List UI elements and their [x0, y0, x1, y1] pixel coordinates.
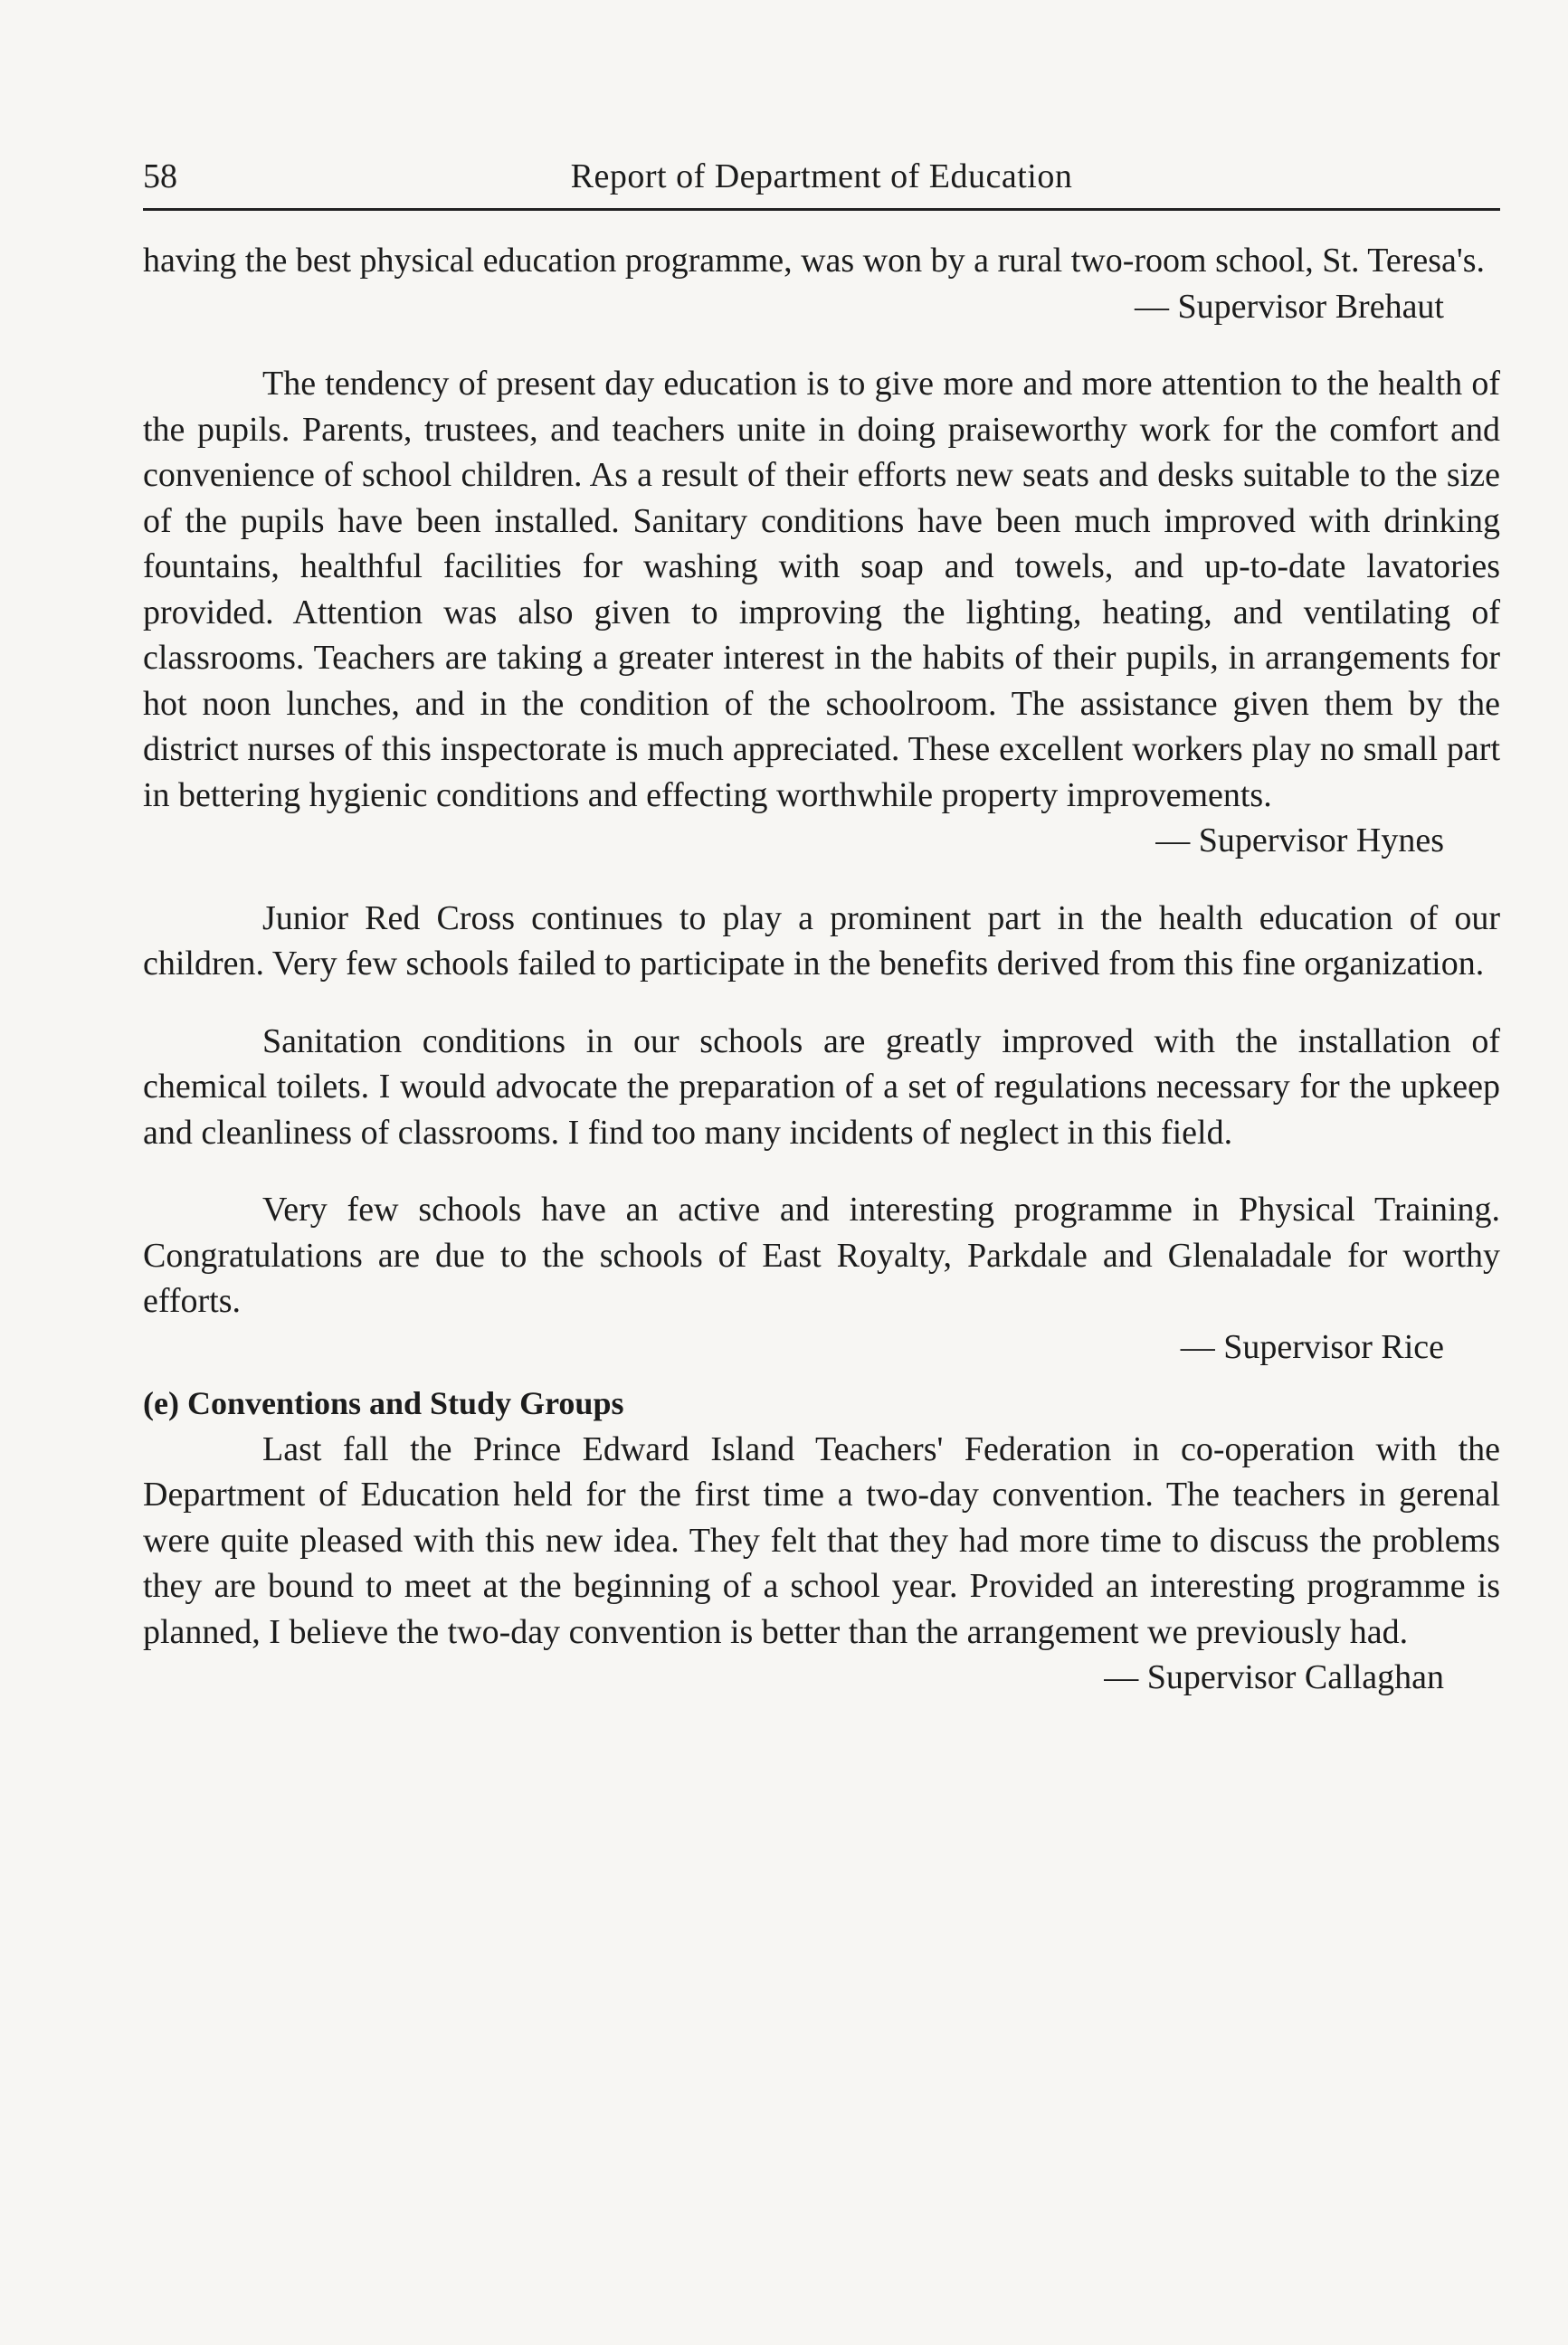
signature-callaghan: — Supervisor Callaghan — [1104, 1658, 1444, 1696]
paragraph-brehaut: having the best physical education programme, was won by a rural two-room school, St. Teresa's. — [143, 242, 1486, 280]
signature-hynes: — Supervisor Hynes — [1155, 821, 1444, 859]
paragraph-physical-training: Very few schools have an active and interesting programme in Physical Training. Congratulations are due to the schools of East Royalty, Parkdale and Glenaladale for worthy efforts. — [143, 1191, 1500, 1320]
signature-brehaut: — Supervisor Brehaut — [1135, 287, 1444, 326]
page-content — [143, 154, 1500, 1701]
paragraph-sanitation: Sanitation conditions in our schools are greatly improved with the installation of chemical toilets. I would advocate the preparation of a set of regulations necessary for the upkeep and cleanliness of classrooms. I find too many incidents of neglect in this field. — [143, 1021, 1500, 1152]
paragraph-red-cross: Junior Red Cross continues to play a prominent part in the health education of our children. Very few schools failed to participate in the benefits derived from this fine organization. — [143, 898, 1500, 983]
running-title: Report of Department of Education — [570, 157, 1073, 195]
paragraph-hynes: The tendency of present day education is to give more and more attention to the health of the pupils. Parents, trustees, and teachers unite in doing praiseworthy work for the comfort and convenience of school children. As a result of their efforts new seats and desks suitable to the size of the pupils have been installed. Sanitary conditions have been much improved with drinking fountains, healthful facilities for washing with soap and towels, and up-to-date lavatories provided. Attention was also given to improving the lighting, heating, and ventilating of classrooms. Teachers are taking a greater interest in the habits of their pupils, in arrangements for hot noon lunches, and in the condition of the schoolroom. The assistance given them by the district nurses of this inspectorate is much appreciated. These excellent workers play no small part in bettering hygienic conditions and effecting worthwhile property improvements. — [143, 365, 1500, 814]
page-number: 58 — [143, 157, 177, 195]
running-header — [143, 154, 1500, 211]
signature-rice: — Supervisor Rice — [1180, 1327, 1444, 1366]
report-body — [143, 238, 1500, 1701]
section-heading-conventions: (e) Conventions and Study Groups — [143, 1385, 624, 1421]
paragraph-conventions: Last fall the Prince Edward Island Teachers' Federation in co-operation with the Department of Education held for the first time a two-day convention. The teachers in gerenal were quite pleased with this new idea. They felt that they had more time to discuss the problems they are bound to meet at the beginning of a school year. Provided an interesting programme is planned, I believe the two-day convention is better than the arrangement we previously had. — [143, 1429, 1500, 1651]
